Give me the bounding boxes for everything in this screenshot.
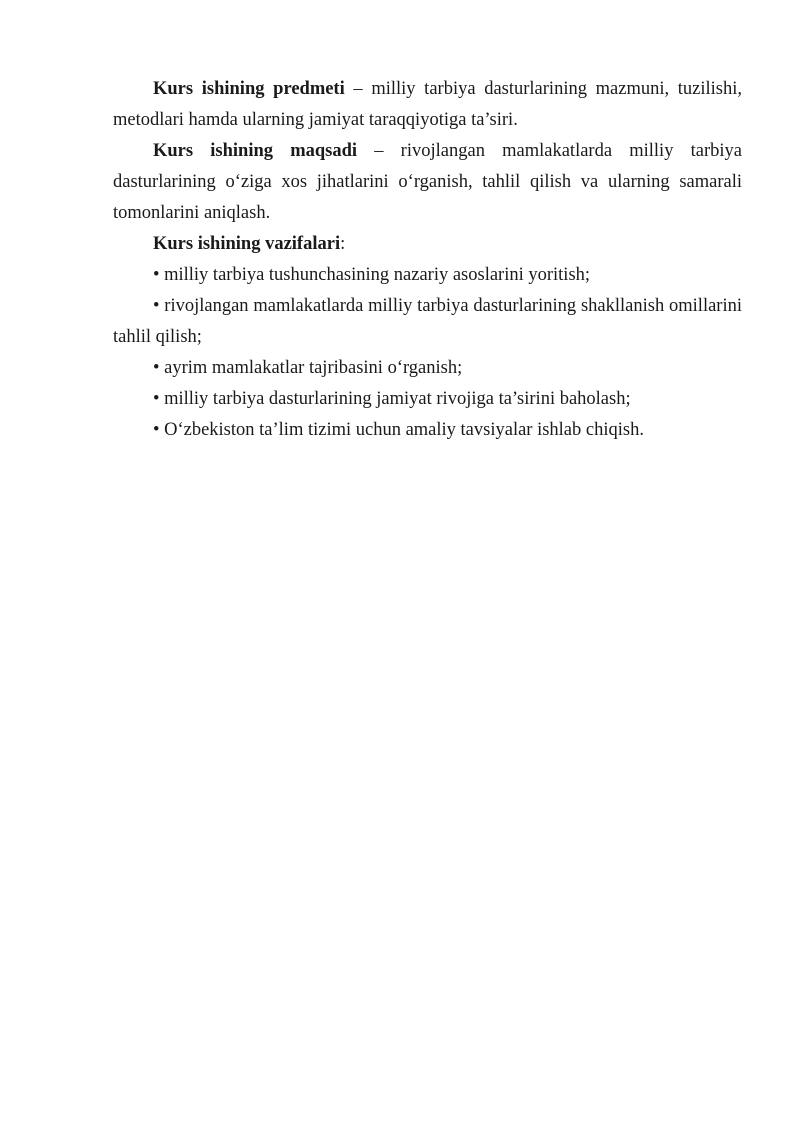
goal-paragraph [113,136,742,229]
goal-text: – rivojlangan mamlakatlarda milliy tarbiya dasturlarining o‘ziga xos jihatlarini o‘rganish, tahlil qilish va ularning samarali tomonlarini aniqlash. [113,141,742,223]
document-body [113,74,742,446]
goal-term: Kurs ishining maqsadi [153,141,358,161]
subject-paragraph [113,74,742,136]
subject-term: Kurs ishining predmeti [153,79,345,99]
subject-text: – milliy tarbiya dasturlarining mazmuni, tuzilishi, metodlari hamda ularning jamiyat taraqqiyotiga ta’siri. [113,79,742,130]
tasks-heading [113,229,742,260]
task-item: • milliy tarbiya dasturlarining jamiyat rivojiga ta’sirini baholash; [153,389,631,409]
task-item: • ayrim mamlakatlar tajribasini o‘rganish; [153,358,463,378]
task-item: • milliy tarbiya tushunchasining nazariy asoslarini yoritish; [153,265,591,285]
task-item: • O‘zbekiston ta’lim tizimi uchun amaliy tavsiyalar ishlab chiqish. [153,420,644,440]
task-item: • rivojlangan mamlakatlarda milliy tarbiya dasturlarining shakllanish omillarini tahlil qilish; [113,296,742,347]
tasks-term: Kurs ishining vazifalari [153,234,341,254]
tasks-suffix: : [340,234,346,254]
